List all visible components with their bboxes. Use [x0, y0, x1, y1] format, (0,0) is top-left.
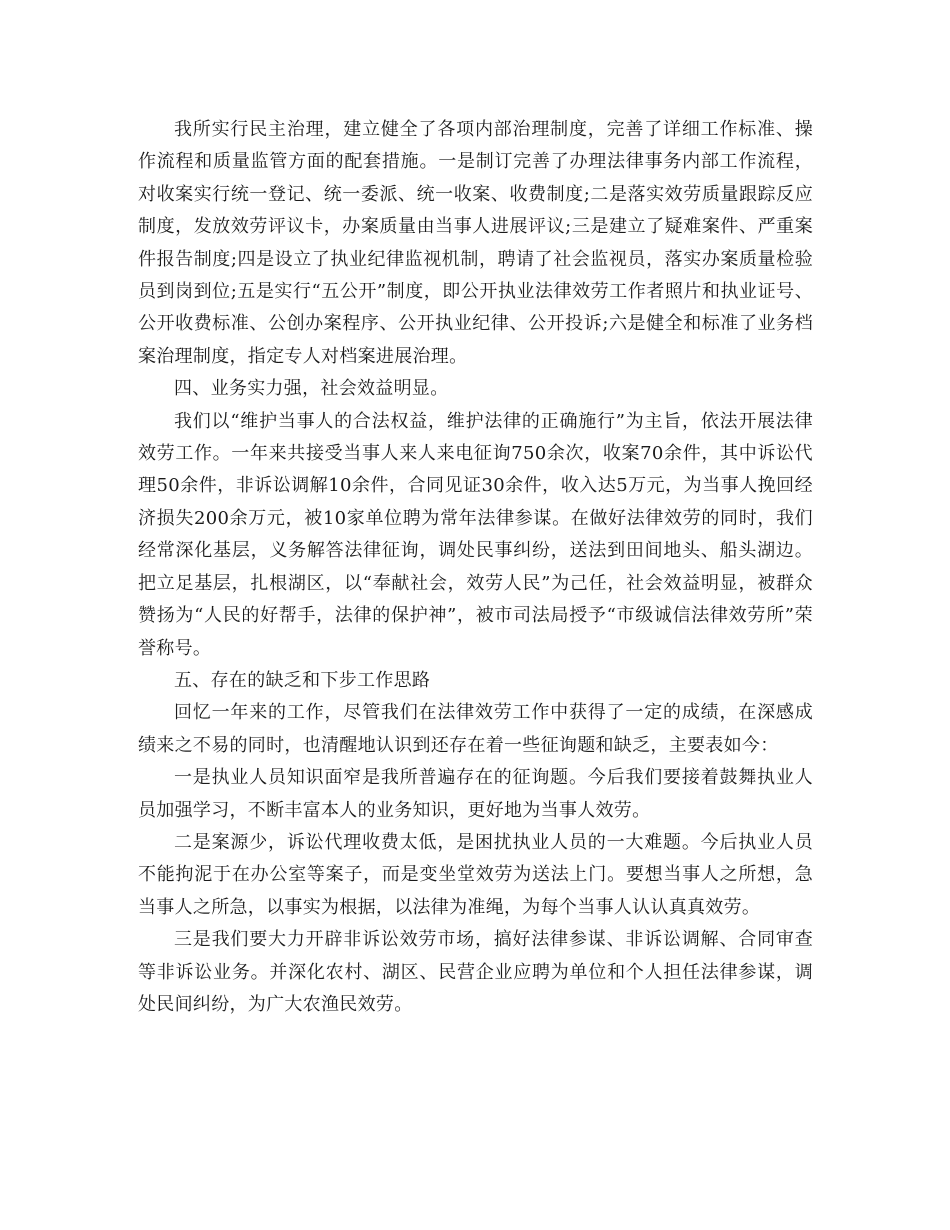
paragraph-issue-1: 一是执业人员知识面窄是我所普遍存在的征询题。今后我们要接着鼓舞执业人员加强学习，不断丰富本人的业务知识，更好地为当事人效劳。	[138, 767, 813, 821]
paragraph-business-results: 我们以“维护当事人的合法权益，维护法律的正确施行”为主旨，依法开展法律效劳工作。一年来共接受当事人来人来电征询750余次，收案70余件，其中诉讼代理50余件，非诉讼调解10余件，合同见证30余件，收入达5万元，为当事人挽回经济损失200余万元，被10家单位聘为常年法律参谋。在做好法律效劳的同时，我们经常深化基层，义务解答法律征询，调处民事纠纷，送法到田间地头、船头湖边。把立足基层，扎根湖区，以“奉献社会，效劳人民”为己任，社会效益明显，被群众赞扬为“人民的好帮手，法律的保护神”，被市司法局授予“市级诚信法律效劳所”荣誉称号。	[138, 410, 813, 659]
section-heading-4: 四、业务实力强，社会效益明显。	[174, 378, 449, 400]
paragraph-review: 回忆一年来的工作，尽管我们在法律效劳工作中获得了一定的成绩，在深感成绩来之不易的同时，也清醒地认识到还存在着一些征询题和缺乏，主要表如今：	[138, 702, 813, 756]
section-heading-5: 五、存在的缺乏和下步工作思路	[174, 669, 431, 691]
paragraph-management-system: 我所实行民主治理，建立健全了各项内部治理制度，完善了详细工作标准、操作流程和质量监管方面的配套措施。一是制订完善了办理法律事务内部工作流程，对收案实行统一登记、统一委派、统一收案、收费制度;二是落实效劳质量跟踪反应制度，发放效劳评议卡，办案质量由当事人进展评议;三是建立了疑难案件、严重案件报告制度;四是设立了执业纪律监视机制，聘请了社会监视员，落实办案质量检验员到岗到位;五是实行“五公开”制度，即公开执业法律效劳工作者照片和执业证号、公开收费标准、公创办案程序、公开执业纪律、公开投诉;六是健全和标准了业务档案治理制度，指定专人对档案进展治理。	[138, 119, 813, 367]
paragraph-issue-2: 二是案源少，诉讼代理收费太低，是困扰执业人员的一大难题。今后执业人员不能拘泥于在办公室等案子，而是变坐堂效劳为送法上门。要想当事人之所想，急当事人之所急，以事实为根据，以法律为准绳，为每个当事人认认真真效劳。	[138, 831, 813, 918]
paragraph-issue-3: 三是我们要大力开辟非诉讼效劳市场，搞好法律参谋、非诉讼调解、合同审查等非诉讼业务。并深化农村、湖区、民营企业应聘为单位和个人担任法律参谋，调处民间纠纷，为广大农渔民效劳。	[138, 929, 813, 1015]
document-body	[138, 114, 813, 1021]
